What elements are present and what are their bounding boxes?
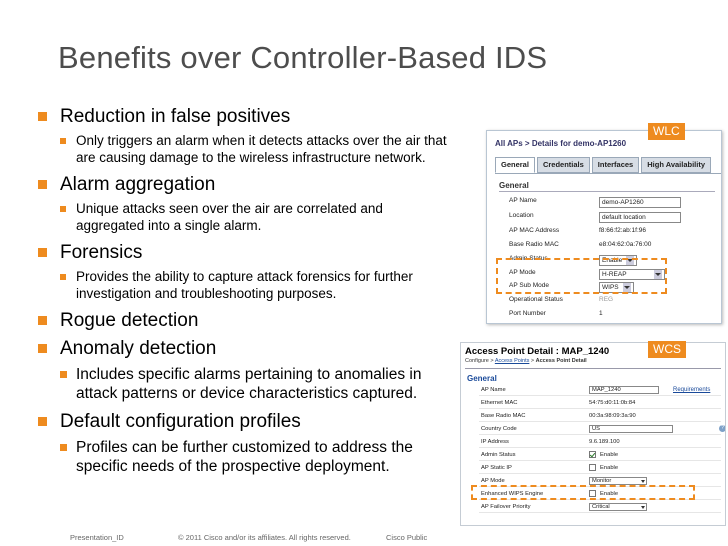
wcs-admin-status-value: Enable bbox=[600, 452, 619, 459]
wcs-label-enhanced-wips: Enhanced WIPS Engine bbox=[481, 491, 544, 497]
wlc-label-ap-name: AP Name bbox=[509, 197, 537, 204]
wlc-tab-divider bbox=[495, 173, 721, 174]
wcs-row-failover-priority bbox=[479, 503, 721, 513]
wcs-label-ethernet-mac: Ethernet MAC bbox=[481, 400, 518, 406]
wcs-label-ap-name: AP Name bbox=[481, 387, 506, 393]
wcs-row-base-radio-mac bbox=[479, 412, 721, 422]
wcs-ip-address-value: 9.6.189.100 bbox=[589, 439, 620, 445]
wlc-label-admin-status: Admin Status bbox=[509, 255, 548, 262]
wlc-location-input[interactable]: default location bbox=[599, 212, 681, 223]
wcs-ap-static-ip-checkbox[interactable] bbox=[589, 464, 596, 471]
wcs-section-general: General bbox=[467, 374, 497, 383]
wcs-heading: Access Point Detail : MAP_1240 bbox=[465, 346, 610, 357]
wcs-crumb-access-points[interactable]: Access Points bbox=[494, 358, 530, 364]
chevron-down-icon bbox=[641, 506, 645, 509]
wcs-failover-priority-value: Critical bbox=[592, 504, 610, 510]
bullet-alarm-aggregation: Alarm aggregation bbox=[38, 174, 448, 196]
bullet-list bbox=[38, 106, 448, 484]
wcs-label-ap-mode: AP Mode bbox=[481, 478, 505, 484]
wcs-requirements-link[interactable]: Requirements bbox=[673, 387, 711, 393]
wlc-highlight-frame bbox=[496, 258, 667, 294]
wlc-operational-status-value: REG bbox=[599, 296, 614, 303]
wcs-row-ap-static-ip bbox=[479, 464, 721, 474]
wlc-section-divider bbox=[499, 191, 715, 192]
footer-classification: Cisco Public bbox=[386, 533, 428, 542]
wlc-section-general: General bbox=[499, 181, 529, 190]
wcs-tag: WCS bbox=[648, 341, 686, 358]
bullet-forensics: Forensics bbox=[38, 242, 448, 264]
wcs-crumb-ap-detail: Access Point Detail bbox=[535, 358, 587, 364]
wlc-tab-bar bbox=[495, 157, 713, 173]
wcs-row-ap-name bbox=[479, 386, 721, 396]
tab-interfaces[interactable]: Interfaces bbox=[592, 157, 639, 173]
wcs-ap-mode-value: Monitor bbox=[592, 478, 612, 484]
wcs-label-failover-priority: AP Failover Priority bbox=[481, 504, 531, 510]
wcs-crumb-configure[interactable]: Configure bbox=[465, 358, 489, 364]
wlc-label-port-number: Port Number bbox=[509, 310, 546, 317]
wlc-label-location: Location bbox=[509, 212, 534, 219]
footer-presentation-id: Presentation_ID bbox=[70, 533, 124, 542]
slide-title: Benefits over Controller-Based IDS bbox=[58, 40, 548, 75]
sub-bullet-default-profiles: Profiles can be further customized to address the specific needs of the prospective deployment. bbox=[38, 438, 448, 476]
wcs-admin-status-checkbox[interactable] bbox=[589, 451, 596, 458]
wlc-admin-status-value: Enable bbox=[602, 257, 623, 264]
wcs-row-admin-status bbox=[479, 451, 721, 461]
bullet-rogue-detection: Rogue detection bbox=[38, 310, 448, 332]
chevron-down-icon bbox=[641, 480, 645, 483]
wcs-ap-mode-select[interactable] bbox=[589, 477, 647, 485]
wcs-divider bbox=[465, 368, 721, 369]
sub-bullet-false-positives: Only triggers an alarm when it detects attacks over the air that are causing damage to the wireless infrastructure network. bbox=[38, 133, 448, 166]
bullet-false-positives: Reduction in false positives bbox=[38, 106, 448, 128]
wlc-base-radio-mac-value: e8:04:62:0a:76:00 bbox=[599, 241, 652, 248]
wcs-failover-priority-select[interactable] bbox=[589, 503, 647, 511]
wlc-label-ap-sub-mode: AP Sub Mode bbox=[509, 282, 549, 289]
wcs-enhanced-wips-value: Enable bbox=[600, 491, 619, 498]
sub-bullet-alarm-aggregation: Unique attacks seen over the air are correlated and aggregated into a single alarm. bbox=[38, 201, 448, 234]
wcs-label-ip-address: IP Address bbox=[481, 439, 509, 445]
wcs-base-radio-mac-value: 00:3a:98:09:3a:90 bbox=[589, 413, 636, 419]
wcs-breadcrumb: Configure > Access Points > Access Point Detail bbox=[465, 358, 587, 364]
bullet-default-profiles: Default configuration profiles bbox=[38, 411, 448, 433]
tab-high-availability[interactable]: High Availability bbox=[641, 157, 711, 173]
wlc-label-ap-mode: AP Mode bbox=[509, 269, 536, 276]
wlc-ap-mac-value: f8:66:f2:ab:1f:96 bbox=[599, 227, 646, 234]
wcs-row-country-code bbox=[479, 425, 724, 435]
help-icon[interactable]: ? bbox=[719, 425, 726, 432]
wcs-label-admin-status: Admin Status bbox=[481, 452, 516, 458]
wcs-label-base-radio-mac: Base Radio MAC bbox=[481, 413, 526, 419]
wcs-row-ip-address bbox=[479, 438, 721, 448]
wlc-screenshot bbox=[486, 130, 722, 324]
wlc-ap-mode-value: H-REAP bbox=[602, 271, 627, 278]
wlc-breadcrumb: All APs > Details for demo-AP1260 bbox=[495, 139, 627, 148]
wlc-ap-sub-mode-value: WIPS bbox=[602, 284, 619, 291]
wlc-label-base-radio-mac: Base Radio MAC bbox=[509, 241, 559, 248]
wcs-ethernet-mac-value: 54:75:d0:11:0b:84 bbox=[589, 400, 636, 406]
wcs-ap-name-input[interactable]: MAP_1240 bbox=[589, 386, 659, 394]
bullet-anomaly-detection: Anomaly detection bbox=[38, 338, 448, 360]
wcs-label-country-code: Country Code bbox=[481, 426, 517, 432]
footer-copyright: © 2011 Cisco and/or its affiliates. All rights reserved. bbox=[178, 533, 351, 542]
wlc-ap-name-input[interactable]: demo-AP1260 bbox=[599, 197, 681, 208]
tab-general[interactable]: General bbox=[495, 157, 535, 173]
wcs-highlight-frame bbox=[471, 485, 695, 500]
wlc-tag: WLC bbox=[648, 123, 685, 140]
wcs-label-ap-static-ip: AP Static IP bbox=[481, 465, 512, 471]
sub-bullet-forensics: Provides the ability to capture attack forensics for further investigation and troubleshooting purposes. bbox=[38, 269, 448, 302]
wcs-row-ethernet-mac bbox=[479, 399, 721, 409]
wcs-ap-static-ip-value: Enable bbox=[600, 465, 619, 472]
wlc-label-ap-mac: AP MAC Address bbox=[509, 227, 560, 234]
wlc-label-operational-status: Operational Status bbox=[509, 296, 563, 303]
wcs-country-code-input[interactable]: US bbox=[589, 425, 673, 433]
sub-bullet-anomaly-detection: Includes specific alarms pertaining to anomalies in attack patterns or device characteristics captured. bbox=[38, 365, 448, 403]
footer bbox=[0, 531, 728, 546]
wlc-port-number-value: 1 bbox=[599, 310, 603, 317]
tab-credentials[interactable]: Credentials bbox=[537, 157, 590, 173]
